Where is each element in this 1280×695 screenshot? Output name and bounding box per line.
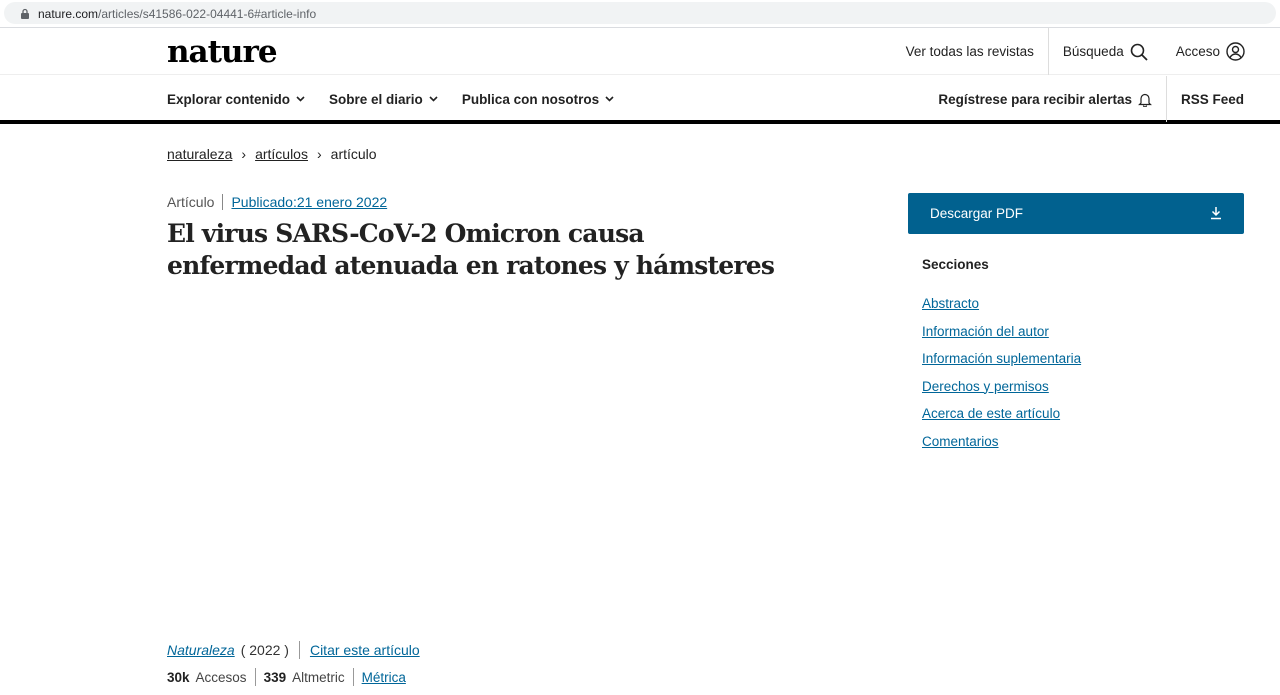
divider [255,668,256,686]
url-text: nature.com/articles/s41586-022-04441-6#article-info [38,7,317,21]
article-title: El virus SARS-CoV-2 Omicron causa enfermedad atenuada en ratones y hámsteres [167,219,775,280]
section-link-about[interactable]: Acerca de este artículo [922,406,1061,421]
altmetric-count: 339 [263,669,287,685]
browser-address-bar [0,0,1280,28]
divider [299,641,300,659]
user-icon [1226,42,1245,61]
altmetric-label: Altmetric [292,669,345,685]
accesses-count: 30k [167,669,190,685]
rss-feed-link[interactable]: RSS Feed [1180,91,1244,107]
section-link-rights[interactable]: Derechos y permisos [922,378,1049,394]
citation-line [167,641,420,659]
divider [222,194,223,210]
sections-heading: Secciones [922,257,989,272]
main-nav [0,76,1280,124]
article-meta [167,194,387,210]
nature-logo[interactable]: nature [167,34,277,70]
journal-link[interactable]: Naturaleza [167,642,235,658]
section-link-author-info[interactable]: Información del autor [922,323,1049,339]
cite-article-link[interactable]: Citar este artículo [309,642,420,658]
download-pdf-button[interactable]: Descargar PDF [908,193,1244,234]
section-link-supplementary[interactable]: Información suplementaria [922,351,1082,366]
all-journals-link[interactable]: Ver todas las revistas [905,44,1034,59]
section-link-abstract[interactable]: Abstracto [922,296,980,311]
breadcrumb [167,146,377,162]
divider [353,668,354,686]
publication-year: ( 2022 ) [240,642,289,658]
site-header [0,28,1280,75]
chevron-right-icon: › [241,146,247,162]
breadcrumb-articles[interactable]: artículos [255,146,308,162]
chevron-down-icon [296,96,305,102]
section-link-comments[interactable]: Comentarios [922,433,999,449]
search-button[interactable]: Búsqueda [1049,28,1162,75]
accesses-label: Accesos [195,669,247,685]
publish-date-link[interactable]: Publicado:21 enero 2022 [231,194,388,210]
download-icon [1210,206,1222,220]
breadcrumb-home[interactable]: naturaleza [167,146,233,162]
chevron-right-icon: › [316,146,322,162]
bell-icon [1138,92,1152,107]
url-field[interactable] [4,2,1276,24]
chevron-down-icon [605,96,614,102]
chevron-down-icon [429,96,438,102]
article-type: Artículo [167,194,215,210]
alerts-signup-link[interactable]: Regístrese para recibir alertas [938,92,1166,107]
login-button[interactable]: Acceso [1162,28,1245,75]
explore-menu[interactable]: Explorar contenido [167,92,305,107]
publish-menu[interactable]: Publica con nosotros [462,92,614,107]
metrics-line [167,668,406,686]
about-menu[interactable]: Sobre el diario [329,92,438,107]
search-icon [1130,43,1148,61]
metrics-link[interactable]: Métrica [361,669,406,685]
breadcrumb-current: artículo [330,146,377,162]
lock-icon [20,8,30,19]
sections-list [922,290,1081,455]
